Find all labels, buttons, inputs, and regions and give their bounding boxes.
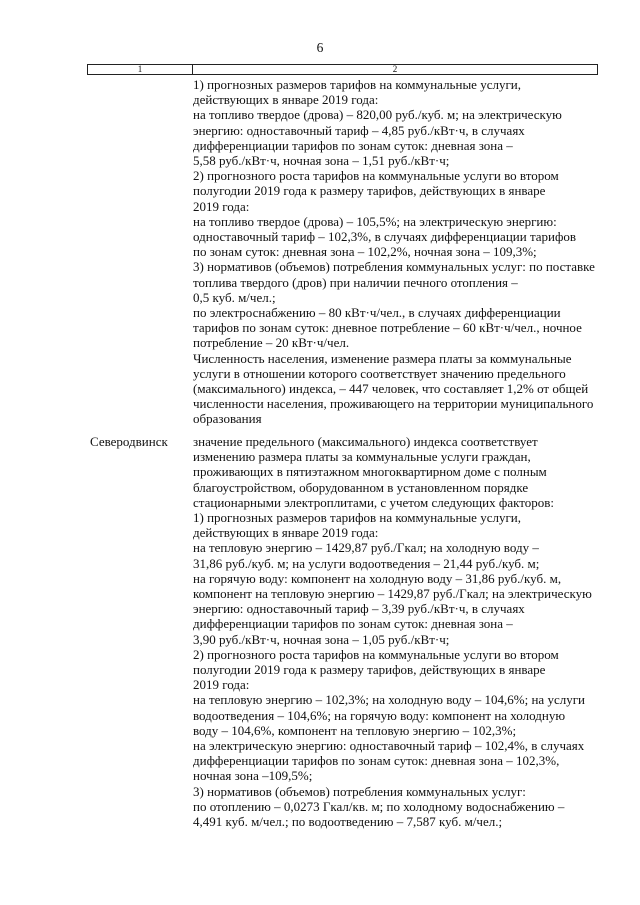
text-line: 0,5 куб. м/чел.; (193, 289, 276, 305)
text-line: ночная зона –109,5%; (193, 768, 313, 784)
text-line: 2) прогнозного роста тарифов на коммунальные услуги во втором (193, 168, 559, 184)
text-line: 2) прогнозного роста тарифов на коммунальные услуги во втором (193, 646, 559, 662)
text-line: 1) прогнозных размеров тарифов на коммунальные услуги, (193, 77, 521, 92)
text-line: (максимального) индекса, – 447 человек, что составляет 1,2% от общей (193, 381, 589, 396)
text-line: на горячую воду: компонент на холодную воду – 31,86 руб./куб. м, (193, 570, 562, 586)
text-line: 31,86 руб./куб. м; на услуги водоотведения – 21,44 руб./куб. м; (193, 555, 540, 571)
text-line: по электроснабжению – 80 кВт·ч/чел., в случаях дифференциации (193, 305, 561, 320)
text-line: полугодии 2019 года к размеру тарифов, действующих в январе (193, 183, 546, 199)
text-line: энергию: одноставочный тариф – 4,85 руб./кВт·ч, в случаях (193, 122, 525, 138)
text-line: 2019 года: (193, 677, 250, 693)
text-line: 3) нормативов (объемов) потребления коммунальных услуг: по поставке (193, 259, 595, 275)
text-line: действующих в январе 2019 года: (193, 92, 379, 108)
text-line: 3) нормативов (объемов) потребления коммунальных услуг: (193, 783, 526, 799)
text-line: дифференциации тарифов по зонам суток: дневная зона – (193, 616, 513, 632)
text-line: численности населения, проживающего на территории муниципального (193, 396, 594, 412)
table-header-col2: 2 (392, 64, 398, 74)
text-line: образования (193, 411, 262, 427)
municipality-label: Северодвинск (90, 434, 168, 449)
text-line: тарифов по зонам суток: дневное потребление – 60 кВт·ч/чел., ночное (193, 320, 582, 336)
text-line: энергию: одноставочный тариф – 3,39 руб./кВт·ч, в случаях (193, 601, 525, 617)
text-line: дифференциации тарифов по зонам суток: дневная зона – 102,3%, (193, 753, 560, 769)
text-line: по отоплению – 0,0273 Гкал/кв. м; по холодному водоснабжению – (193, 798, 565, 814)
text-line: значение предельного (максимального) индекса соответствует (193, 434, 538, 449)
text-line: по зонам суток: дневная зона – 102,2%, ночная зона – 109,3%; (193, 244, 537, 260)
text-line: потребление – 20 кВт·ч/чел. (193, 335, 350, 351)
text-line: на тепловую энергию – 1429,87 руб./Гкал; на холодную воду – (193, 540, 539, 556)
text-line: полугодии 2019 года к размеру тарифов, действующих в январе (193, 662, 546, 677)
text-line: изменению размера платы за коммунальные услуги граждан, (193, 449, 531, 465)
text-line: 4,491 куб. м/чел.; по водоотведению – 7,587 куб. м/чел.; (193, 814, 503, 829)
text-line: услуги в отношении которого соответствует значению предельного (193, 365, 566, 381)
text-line: дифференциации тарифов по зонам суток: дневная зона – (193, 137, 513, 153)
table-header-row (87, 64, 598, 75)
text-line: благоустройством, оборудованном в установленном порядке (193, 479, 529, 495)
text-line: одноставочный тариф – 102,3%, в случаях дифференциации тарифов (193, 229, 577, 244)
page-number: 6 (316, 40, 324, 55)
text-line: водоотведения – 104,6%; на горячую воду: компонент на холодную (193, 707, 566, 723)
text-line: 1) прогнозных размеров тарифов на коммунальные услуги, (193, 510, 521, 525)
text-line: на топливо твердое (дрова) – 820,00 руб./куб. м; на электрическую (193, 107, 562, 123)
text-line: действующих в январе 2019 года: (193, 525, 379, 541)
text-line: стационарными электроплитами, с учетом следующих факторов: (193, 494, 554, 510)
text-line: 3,90 руб./кВт·ч, ночная зона – 1,05 руб./кВт·ч; (193, 631, 450, 647)
text-line: проживающих в пятиэтажном многоквартирном доме с полным (193, 464, 547, 480)
text-line: 5,58 руб./кВт·ч, ночная зона – 1,51 руб./кВт·ч; (193, 153, 450, 168)
table-header-col1: 1 (137, 64, 143, 74)
text-line: на электрическую энергию: одноставочный тариф – 102,4%, в случаях (193, 738, 585, 753)
text-line: на топливо твердое (дрова) – 105,5%; на электрическую энергию: (193, 213, 557, 229)
text-line: 2019 года: (193, 198, 250, 214)
text-line: воду – 104,6%, компонент на тепловую энергию – 102,3%; (193, 722, 517, 738)
text-line: на тепловую энергию – 102,3%; на холодную воду – 104,6%; на услуги (193, 692, 585, 708)
text-line: топлива твердого (дров) при наличии печного отопления – (193, 274, 518, 290)
text-line: компонент на тепловую энергию – 1429,87 руб./Гкал; на электрическую (193, 586, 592, 601)
text-line: Численность населения, изменение размера платы за коммунальные (193, 350, 572, 366)
